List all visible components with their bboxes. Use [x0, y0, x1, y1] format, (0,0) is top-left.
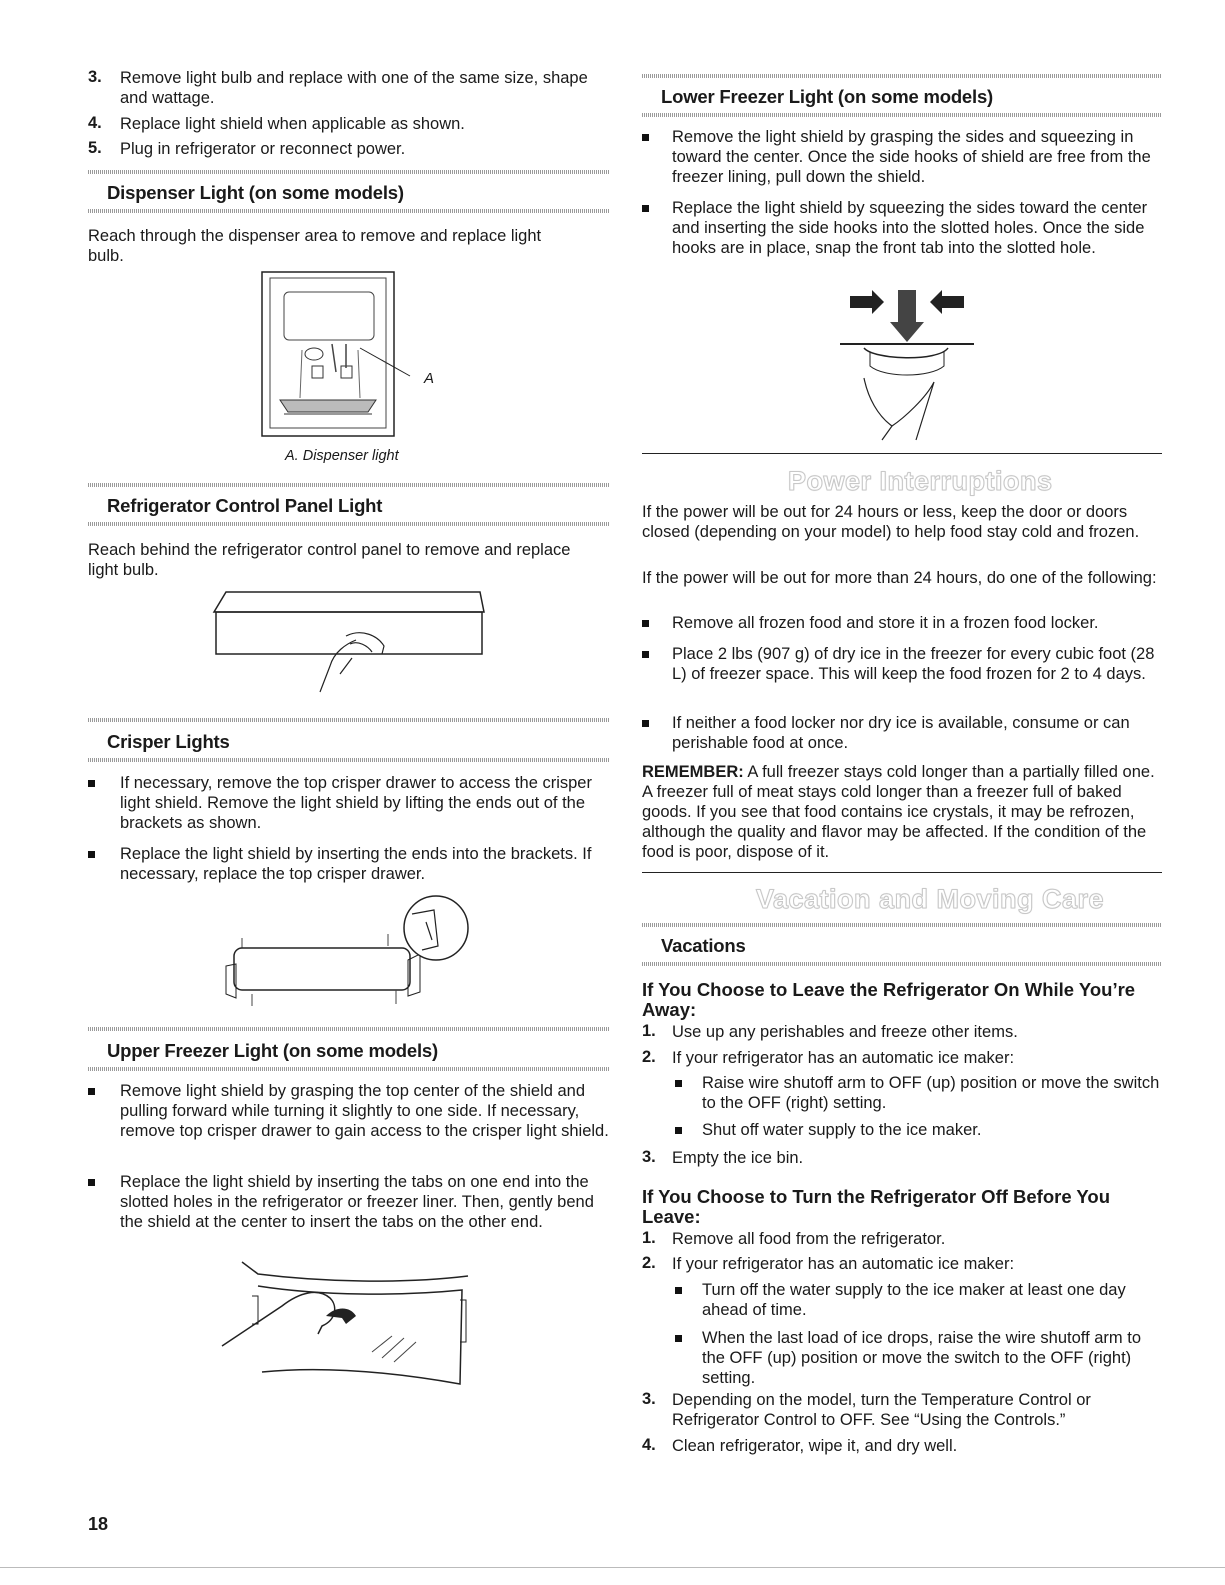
section-divider [88, 718, 610, 722]
bullet-icon [88, 851, 95, 858]
step-number: 3. [642, 1148, 656, 1166]
power-interruptions-heading: Power Interruptions [788, 466, 1053, 496]
bullet-icon [642, 651, 649, 658]
sub-bullet-text: Raise wire shutoff arm to OFF (up) position or move the switch to the OFF (right) setting. [702, 1074, 1160, 1112]
bullet-icon [642, 134, 649, 141]
vacation-moving-heading: Vacation and Moving Care [756, 884, 1105, 914]
section-divider [88, 522, 610, 526]
step-text: Replace light shield when applicable as shown. [120, 115, 465, 133]
crisper-bullet-text: Replace the light shield by inserting the ends into the brackets. If necessary, replace the top crisper drawer. [120, 845, 592, 883]
sub-bullet-text: Turn off the water supply to the ice maker at least one day ahead of time. [702, 1281, 1126, 1319]
step-text: Use up any perishables and freeze other items. [672, 1023, 1018, 1041]
step-number: 4. [642, 1436, 656, 1454]
page-bottom-rule [0, 1567, 1225, 1568]
step-number: 2. [642, 1048, 656, 1066]
remember-label: REMEMBER: [642, 763, 744, 781]
control-panel-light-body: Reach behind the refrigerator control panel to remove and replace light bulb. [88, 541, 571, 579]
remember-text: A full freezer stays cold longer than a partially filled one. A freezer full of meat stays cold longer than a freezer full of baked goods. If you see that food contains ice crystals, it may be refrozen, although the quality and flavor may be affected. If the condition of the food is poor, dispose of it. [642, 763, 1155, 861]
dispenser-light-heading: Dispenser Light (on some models) [107, 182, 404, 203]
section-divider [642, 113, 1162, 117]
section-divider [88, 170, 610, 174]
step-number: 1. [642, 1229, 656, 1247]
section-divider [642, 923, 1162, 927]
lower-freezer-light-heading: Lower Freezer Light (on some models) [661, 86, 994, 107]
lower-freezer-bullet-text: Remove the light shield by grasping the sides and squeezing in toward the center. Once the side hooks of shield are free from the freezer lining, pull down the shield. [672, 128, 1151, 186]
lower-freezer-illustration [834, 286, 984, 442]
section-divider [642, 962, 1162, 966]
power-paragraph-1: If the power will be out for 24 hours or less, keep the door or doors closed (depending on your model) to help food stay cold and frozen. [642, 503, 1140, 541]
section-rule [642, 872, 1162, 873]
power-bullet-text: Remove all frozen food and store it in a frozen food locker. [672, 614, 1099, 632]
upper-freezer-bullet-text: Remove light shield by grasping the top center of the shield and pulling forward while turning it slightly to one side. If necessary, remove top crisper drawer to gain access to the crisper light shield. [120, 1082, 609, 1140]
dispenser-illustration [262, 272, 492, 440]
crisper-bullet-text: If necessary, remove the top crisper drawer to access the crisper light shield. Remove the light shield by lifting the ends out of the brackets as shown. [120, 774, 592, 832]
power-bullet-text: If neither a food locker nor dry ice is available, consume or can perishable food at once. [672, 714, 1130, 752]
section-divider [642, 74, 1162, 78]
step-number: 2. [642, 1254, 656, 1272]
section-divider [88, 1027, 610, 1031]
step-text: If your refrigerator has an automatic ice maker: [672, 1049, 1015, 1067]
bullet-icon [88, 780, 95, 787]
bullet-icon [88, 1088, 95, 1095]
step-number: 3. [88, 68, 102, 86]
leave-on-heading: If You Choose to Leave the Refrigerator On While You’re Away: [642, 979, 1136, 1020]
bullet-icon [642, 205, 649, 212]
step-text: Depending on the model, turn the Temperature Control or Refrigerator Control to OFF. See “Using the Controls.” [672, 1391, 1091, 1429]
dispenser-light-body: Reach through the dispenser area to remove and replace light bulb. [88, 227, 542, 265]
section-divider [88, 209, 610, 213]
section-divider [88, 758, 610, 762]
crisper-lights-heading: Crisper Lights [107, 731, 230, 752]
section-divider [88, 483, 610, 487]
bullet-icon [675, 1127, 682, 1134]
upper-freezer-illustration [222, 1262, 482, 1392]
step-number: 1. [642, 1022, 656, 1040]
step-text: Empty the ice bin. [672, 1149, 804, 1167]
bullet-icon [642, 720, 649, 727]
section-rule [642, 453, 1162, 454]
control-panel-light-heading: Refrigerator Control Panel Light [107, 495, 383, 516]
page-number: 18 [88, 1514, 109, 1534]
power-bullet-text: Place 2 lbs (907 g) of dry ice in the freezer for every cubic foot (28 L) of freezer space. This will keep the food frozen for 2 to 4 days. [672, 645, 1155, 683]
step-number: 3. [642, 1390, 656, 1408]
lower-freezer-bullet-text: Replace the light shield by squeezing the sides toward the center and inserting the side hooks into the slotted holes. Once the side hooks are in place, snap the front tab into the slotted hole. [672, 199, 1148, 257]
step-text: Remove all food from the refrigerator. [672, 1230, 946, 1248]
bullet-icon [642, 620, 649, 627]
bullet-icon [675, 1335, 682, 1342]
bullet-icon [675, 1080, 682, 1087]
step-text: Remove light bulb and replace with one of the same size, shape and wattage. [120, 69, 588, 107]
vacations-subheading: Vacations [661, 935, 746, 956]
step-text: Clean refrigerator, wipe it, and dry well. [672, 1437, 958, 1455]
bullet-icon [88, 1179, 95, 1186]
section-divider [88, 1067, 610, 1071]
dispenser-caption: A. Dispenser light [285, 448, 399, 464]
turn-off-heading: If You Choose to Turn the Refrigerator Off Before You Leave: [642, 1186, 1111, 1227]
step-text: Plug in refrigerator or reconnect power. [120, 140, 406, 158]
crisper-illustration [226, 894, 486, 1010]
upper-freezer-light-heading: Upper Freezer Light (on some models) [107, 1040, 438, 1061]
bullet-icon [675, 1287, 682, 1294]
step-number: 5. [88, 139, 102, 157]
upper-freezer-bullet-text: Replace the light shield by inserting the tabs on one end into the slotted holes in the refrigerator or freezer liner. Then, gently bend the shield at the center to insert the tabs on the other end. [120, 1173, 594, 1231]
sub-bullet-text: Shut off water supply to the ice maker. [702, 1121, 982, 1139]
sub-bullet-text: When the last load of ice drops, raise the wire shutoff arm to the OFF (up) position or move the switch to the OFF (right) setting. [702, 1329, 1141, 1387]
control-panel-illustration [212, 592, 492, 692]
remember-paragraph [642, 762, 1162, 862]
step-number: 4. [88, 114, 102, 132]
step-text: If your refrigerator has an automatic ice maker: [672, 1255, 1015, 1273]
dispenser-callout-label: A [424, 370, 435, 387]
power-paragraph-2: If the power will be out for more than 24 hours, do one of the following: [642, 569, 1157, 587]
